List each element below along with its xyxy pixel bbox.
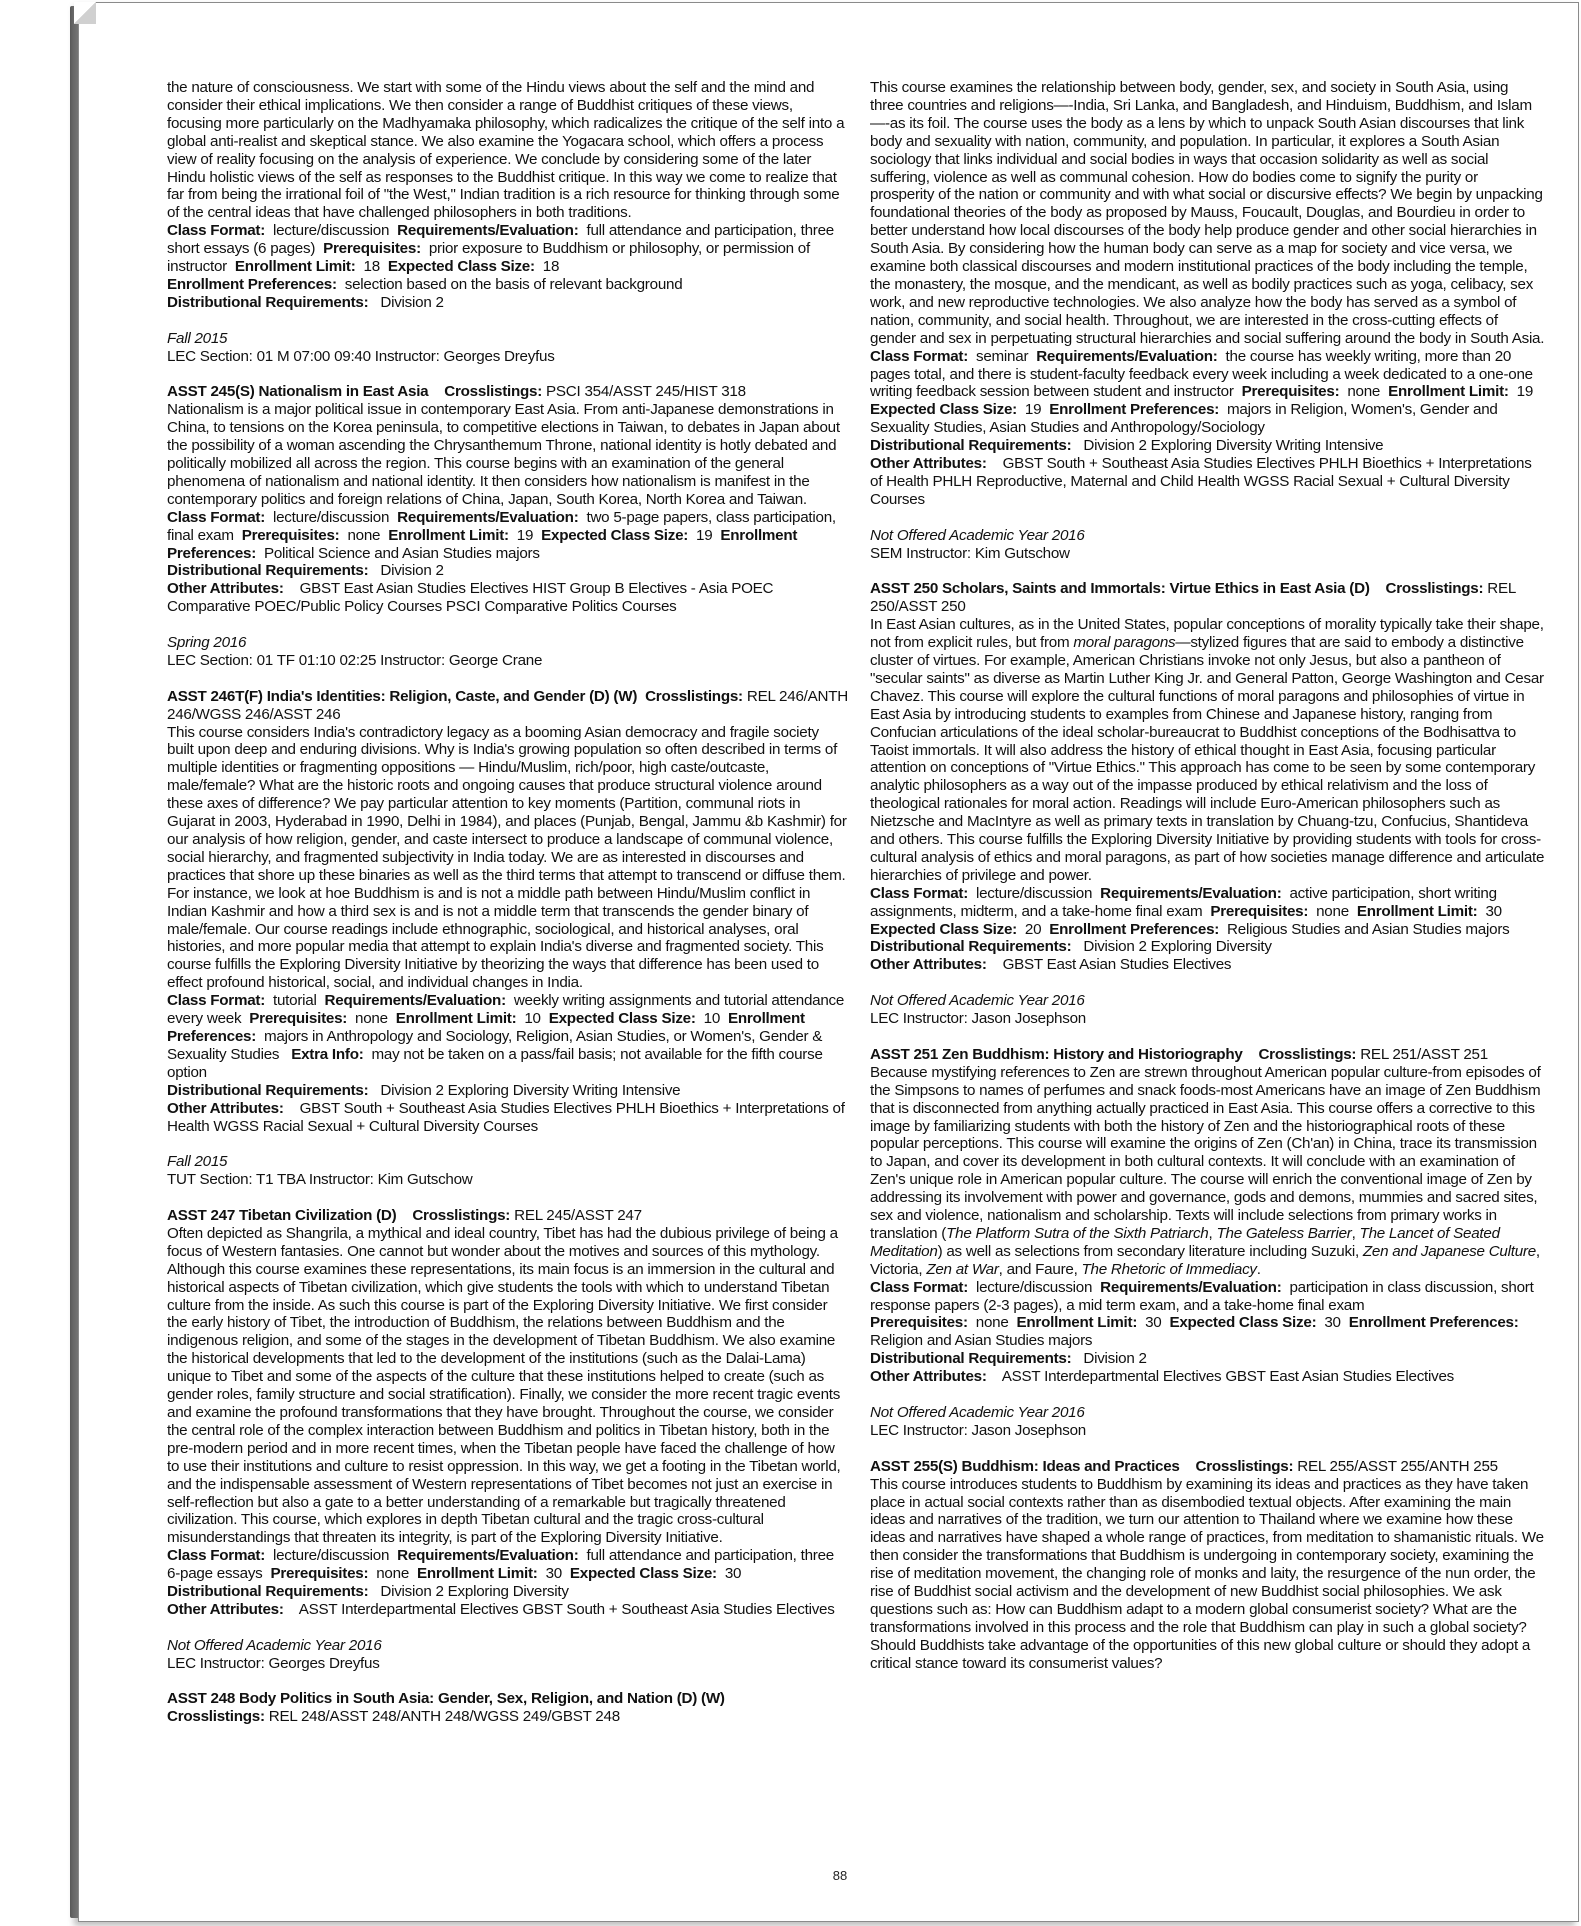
course-asst247: ASST 247 Tibetan Civilization (D) Crosslistings: REL 245/ASST 247 Often depicted as Shangrila, a mythical and ideal country, Tibet has had the dubious privilege of being a focus of Western fantasies. One cannot but wonder about the motives and sources of this mythology. Although this course examines these representations, its main focus is an immersion in the cultural and historical aspects of Tibetan civilization, which give students the tools with which to understand Tibetan culture from the inside. As such this course is part of the Exploring Diversity Initiative. We first consider the early history of Tibet, the introduction of Buddhism, the relations between Buddhism and the indigenous religion, and some of the stages in the development of Tibetan Buddhism. We also examine the historical developments that led to the development of the institutions (such as the Dalai-Lama) unique to Tibet and some of the aspects of the culture that these institutions helped to create (such as gender roles, family structure and social stratification). Finally, we consider the more recent tragic events and examine the profound transformations that they have brought. Throughout the course, we consider the central role of the complex interaction between Buddhism and politics in Tibetan history, both in the pre-modern period and in more recent times, when the Tibetan people have faced the challenge of how to use their institutions and culture to resist oppression. In this way, we get a footing in the Tibetan world, and the indispensable assessment of Western representations of Tibet becomes not just an exercise in self-reflection but also a gate to a better understanding of a remarkable but tragically threatened civilization. This course, which explores in depth Tibetan cultural and the tragic cross-cultural misunderstandings that threaten its integrity, is part of the Exploring Diversity Initiative. Class Format: lecture/discussion Requirements/Evaluation: full attendance and participation, three 6-page essays Prerequisites: none Enrollment Limit: 30 Expected Class Size: 30 Distributional Requirements: Division 2 Exploring Diversity Other Attributes: ASST Interdepartmental Electives GBST South + Southeast Asia Studies Electives — [167, 1207, 841, 1618]
course-asst248-continued: This course examines the relationship between body, gender, sex, and society in South Asia, using three countries and religions—-India, Sri Lanka, and Bangladesh, and Hinduism, Buddhism, and Islam—-as its foil. The course uses the body as a lens by which to unpack South Asian discourses that link body and sexuality with nation, community, and population. In particular, it explores a South Asian sociology that links individual and social bodies in ways that occasion solidarity as well as social suffering, violence as well as communal cohesion. How do bodies come to signify the purity or prosperity of the nation or community and with what social or discursive effects? We begin by unpacking foundational theories of the body as proposed by Mauss, Foucault, Douglas, and Bourdieu in order to better understand how local discourses of the body help produce gender and other social hierarchies in South Asia. By considering how the human body can serve as a map for society and vice versa, we examine both classical discourses and modern institutional practices of the body including the temple, the monastery, the mosque, and the mendicant, as well as bodily practices such as yoga, celibacy, sex work, and new reproductive technologies. We also analyze how the body has served as a symbol of nation, community, and social health. Throughout, we are interested in the cross-cutting effects of gender and sex in perpetuating structural hierarchies and social suffering around the body in South Asia. Class Format: seminar Requirements/Evaluation: the course has weekly writing, more than 20 pages total, and there is student-faculty feedback every week including a week dedicated to a one-one writing feedback session between student and instructor Prerequisites: none Enrollment Limit: 19 Expected Class Size: 19 Enrollment Preferences: majors in Religion, Women's, Gender and Sexuality Studies, Asian Studies and Anthropology/Sociology Distributional Requirements: Division 2 Exploring Diversity Writing Intensive Other Attributes: GBST South + Southeast Asia Studies Electives PHLH Bioethics + Interpretations of Health PHLH Reproductive, Maternal and Child Health WGSS Racial Sexual + Cultural Diversity Courses — [870, 79, 1545, 508]
term: Fall 2015 — [167, 1153, 228, 1171]
section-info: TUT Section: T1 TBA Instructor: Kim Gutschow — [167, 1171, 473, 1189]
course-asst248: ASST 248 Body Politics in South Asia: Gender, Sex, Religion, and Nation (D) (W) Crosslistings: REL 248/ASST 248/ANTH 248/WGSS 249/GBST 248 — [167, 1690, 725, 1726]
course-asst246: ASST 246T(F) India's Identities: Religion, Caste, and Gender (D) (W) Crosslistings: REL 246/ANTH 246/WGSS 246/ASST 246 This course considers India's contradictory legacy as a booming Asian democracy and fragile society built upon deep and enduring divisions. Why is India's growing population so often described in terms of multiple identities or fragmenting oppositions — Hindu/Muslim, rich/poor, high caste/outcaste, male/female? What are the historic roots and ongoing causes that produce structural violence around these axes of difference? We pay particular attention to key moments (Partition, communal riots in Gujarat in 2003, Hyderabad in 1990, Delhi in 1984), and places (Punjab, Bengal, Jammu &b Kashmir) for our analysis of how religion, gender, and caste intersect to produce a landscape of communal violence, social hierarchy, and fragmented subjectivity in India today. We are as interested in discourses and practices that shore up these binaries as well as the third terms that attempt to transcend or diffuse them. For instance, we look at hoe Buddhism is and is not a middle path between Hindu/Muslim conflict in Indian Kashmir and how a third sex is and is not a middle term that transcends the gender binary of male/female. Our course readings include ethnographic, sociological, and historical analyses, oral histories, and more popular media that attempt to explain India's diverse and fragmented society. This course fulfills the Exploring Diversity Initiative by theorizing the ways that difference has been used to effect profound historical, social, and individual changes in India. Class Format: tutorial Requirements/Evaluation: weekly writing assignments and tutorial attendance every week Prerequisites: none Enrollment Limit: 10 Expected Class Size: 10 Enrollment Preferences: majors in Anthropology and Sociology, Religion, Asian Studies, or Women's, Gender & Sexuality Studies Extra Info: may not be taken on a pass/fail basis; not available for the fifth course option Distributional Requirements: Division 2 Exploring Diversity Writing Intensive Other Attributes: GBST South + Southeast Asia Studies Electives PHLH Bioethics + Interpretations of Health WGSS Racial Sexual + Cultural Diversity Courses — [167, 687, 848, 1135]
section-info: LEC Section: 01 TF 01:10 02:25 Instructor: George Crane — [167, 651, 543, 669]
term: Not Offered Academic Year 2016 — [870, 1403, 1085, 1421]
term: Not Offered Academic Year 2016 — [870, 992, 1085, 1010]
page-number: 88 — [832, 1868, 848, 1883]
course-description: Because mystifying references to Zen are strewn throughout American popular culture-from episodes of the Simpsons to names of perfumes and snack foods-most Americans have an image of Zen Buddhism that is disconnected from anything actually practiced in East Asia. This course offers a corrective to this image by familiarizing students with both the history of Zen and the historiographical roots of these popular perceptions. This course will examine the origins of Zen (Ch'an) in China, trace its transmission to Japan, and cover its development in both cultural contexts. It will conclude with an examination of Zen's unique role in American popular culture. The course will enrich the conventional image of Zen by addressing its involvement with power and governance, gods and demons, mummies and sacred sites, sex and violence, nationalism and scholarship. Texts will include selections from primary works in translation (The Platform Sutra of the Sixth Patriarch, The Gateless Barrier, The Lancet of Seated Meditation) as well as selections from secondary literature including Suzuki, Zen and Japanese Culture, Victoria, Zen at War, and Faure, The Rhetoric of Immediacy. — [870, 1063, 1541, 1278]
section-info: SEM Instructor: Kim Gutschow — [870, 544, 1070, 562]
section-info: LEC Instructor: Jason Josephson — [870, 1010, 1086, 1028]
section-info: LEC Section: 01 M 07:00 09:40 Instructor: Georges Dreyfus — [167, 347, 555, 365]
course-title: ASST 248 Body Politics in South Asia: Gender, Sex, Religion, and Nation (D) (W) — [167, 1690, 725, 1708]
term: Not Offered Academic Year 2016 — [167, 1636, 382, 1654]
term: Spring 2016 — [167, 634, 247, 652]
course-asst251: ASST 251 Zen Buddhism: History and Historiography Crosslistings: REL 251/ASST 251 Because mystifying references to Zen are strewn throughout American popular culture-from episodes of the Simpsons to names of perfumes and snack foods-most Americans have an image of Zen Buddhism that is disconnected from anything actually practiced in East Asia. This course offers a corrective to this image by familiarizing students with both the history of Zen and the historiographical roots of these popular perceptions. This course will examine the origins of Zen (Ch'an) in China, trace its transmission to Japan, and cover its development in both cultural contexts. It will conclude with an examination of Zen's unique role in American popular culture. The course will enrich the conventional image of Zen by addressing its involvement with power and governance, gods and demons, mummies and sacred sites, sex and violence, nationalism and scholarship. Texts will include selections from primary works in translation (The Platform Sutra of the Sixth Patriarch, The Gateless Barrier, The Lancet of Seated Meditation) as well as selections from secondary literature including Suzuki, Zen and Japanese Culture, Victoria, Zen at War, and Faure, The Rhetoric of Immediacy. Class Format: lecture/discussion Requirements/Evaluation: participation in class discussion, short response papers (2-3 pages), a mid term exam, and a take-home final exam Prerequisites: none Enrollment Limit: 30 Expected Class Size: 30 Enrollment Preferences: Religion and Asian Studies majors Distributional Requirements: Division 2 Other Attributes: ASST Interdepartmental Electives GBST East Asian Studies Electives — [870, 1045, 1541, 1386]
course-title: ASST 245(S) Nationalism in East Asia — [167, 383, 429, 401]
section-info: LEC Instructor: Georges Dreyfus — [167, 1654, 380, 1672]
right-column — [870, 79, 1545, 1673]
course-title: ASST 251 Zen Buddhism: History and Historiography — [870, 1045, 1243, 1063]
section-info: LEC Instructor: Jason Josephson — [870, 1421, 1086, 1439]
left-column — [167, 79, 848, 1726]
term: Fall 2015 — [167, 329, 228, 347]
course-title: ASST 255(S) Buddhism: Ideas and Practices — [870, 1457, 1180, 1475]
course-description: Often depicted as Shangrila, a mythical and ideal country, Tibet has had the dubious privilege of being a focus of Western fantasies. One cannot but wonder about the motives and sources of this mythology. Although this course examines these representations, its main focus is an immersion in the cultural and historical aspects of Tibetan civilization, which give students the tools with which to understand Tibetan culture from the inside. As such this course is part of the Exploring Diversity Initiative. We first consider the early history of Tibet, the introduction of Buddhism, the relations between Buddhism and the indigenous religion, and some of the stages in the development of Tibetan Buddhism. We also examine the historical developments that led to the development of the institutions (such as the Dalai-Lama) unique to Tibet and some of the aspects of the culture that these institutions helped to create (such as gender roles, family structure and social stratification). Finally, we consider the more recent tragic events and examine the profound transformations that they have brought. Throughout the course, we consider the central role of the complex interaction between Buddhism and politics in Tibetan history, both in the pre-modern period and in more recent times, when the Tibetan people have faced the challenge of how to use their institutions and culture to resist oppression. In this way, we get a footing in the Tibetan world, and the indispensable assessment of Western representations of Tibet becomes not just an exercise in self-reflection but also a gate to a better understanding of a remarkable but tragically threatened civilization. This course, which explores in depth Tibetan cultural and the tragic cross-cultural misunderstandings that threaten its integrity, is part of the Exploring Diversity Initiative. — [167, 1224, 841, 1547]
course-description: This course introduces students to Buddhism by examining its ideas and practices as they have taken place in actual social contexts rather than as disembodied textual objects. After examining the main ideas and narratives of the tradition, we turn our attention to Thailand where we examine how these ideas and narratives have shaped a whole range of practices, from meditation to shamanistic rituals. We then consider the transformations that Buddhism is undergoing in contemporary society, examining the rise of meditation movement, the changing role of monks and laity, the resurgence of the nun order, the rise of Buddhist social activism and the development of new Buddhist social philosophies. We ask questions such as: How can Buddhism adapt to a modern global consumerist society? What are the transformations involved in this process and the role that Buddhism can play in such a global society? Should Buddhists take advantage of the opportunities of this new global culture or should they adopt a critical stance toward its consumerist values? — [870, 1475, 1544, 1672]
course-description: This course considers India's contradictory legacy as a booming Asian democracy and fragile society built upon deep and enduring divisions. Why is India's growing population so often described in terms of multiple identities or fragmenting oppositions — Hindu/Muslim, rich/poor, high caste/outcaste, male/female? What are the historic roots and ongoing causes that produce structural violence around these axes of difference? We pay particular attention to key moments (Partition, communal riots in Gujarat in 2003, Hyderabad in 1990, Delhi in 1984), and places (Punjab, Bengal, Jammu &b Kashmir) for our analysis of how religion, gender, and caste intersect to produce a landscape of communal violence, social hierarchy, and fragmented subjectivity in India today. We are as interested in discourses and practices that shore up these binaries as well as the third terms that attempt to transcend or diffuse them. For instance, we look at hoe Buddhism is and is not a middle path between Hindu/Muslim conflict in Indian Kashmir and how a third sex is and is not a middle term that transcends the gender binary of male/female. Our course readings include ethnographic, sociological, and historical analyses, oral histories, and more popular media that attempt to explain India's diverse and fragmented society. This course fulfills the Exploring Diversity Initiative by theorizing the ways that difference has been used to effect profound historical, social, and individual changes in India. — [167, 723, 847, 992]
course-asst250: ASST 250 Scholars, Saints and Immortals: Virtue Ethics in East Asia (D) Crosslistings: REL 250/ASST 250 In East Asian cultures, as in the United States, popular conceptions of morality typically take their shape, not from explicit rules, but from moral paragons—stylized figures that are said to embody a distinctive cluster of virtues. For example, American Christians invoke not only Jesus, but also a pantheon of "secular saints" as diverse as Martin Luther King Jr. and General Patton, George Washington and Cesar Chavez. This course will explore the cultural functions of moral paragons and philosophies of virtue in East Asia by introducing students to examples from Chinese and Japanese history, ranging from Confucian articulations of the ideal scholar-bureaucrat to Buddhist conceptions of the Bodhisattva to Taoist immortals. It will also address the history of ethical thought in East Asia, focusing particular attention on conceptions of "Virtue Ethics." This approach has come to be seen by some contemporary analytic philosophers as a way out of the impasse produced by ethical relativism and the loss of theological rationales for moral action. Readings will include Euro-American philosophers such as Nietzsche and MacIntyre as well as primary texts in translation by Chuang-tzu, Confucius, Shantideva and others. This course fulfills the Exploring Diversity Initiative by providing students with tools for cross-cultural analysis of ethics and moral paragons, as part of how societies manage difference and articulate hierarchies of privilege and power. Class Format: lecture/discussion Requirements/Evaluation: active participation, short writing assignments, midterm, and a take-home final exam Prerequisites: none Enrollment Limit: 30 Expected Class Size: 20 Enrollment Preferences: Religious Studies and Asian Studies majors Distributional Requirements: Division 2 Exploring Diversity Other Attributes: GBST East Asian Studies Electives — [870, 580, 1545, 974]
course-description: This course examines the relationship between body, gender, sex, and society in South Asia, using three countries and religions—-India, Sri Lanka, and Bangladesh, and Hinduism, Buddhism, and Islam—-as its foil. The course uses the body as a lens by which to unpack South Asian discourses that link body and sexuality with nation, community, and population. In particular, it explores a South Asian sociology that links individual and social bodies in ways that occasion solidarity as well as social suffering, violence as well as communal cohesion. How do bodies come to signify the purity or prosperity of the nation or community and with what social or discursive effects? We begin by unpacking foundational theories of the body as proposed by Mauss, Foucault, Douglas, and Bourdieu in order to better understand how local discourses of the body help produce gender and other social hierarchies in South Asia. By considering how the human body can serve as a map for society and vice versa, we examine both classical discourses and modern institutional practices of the body including the temple, the monastery, the mosque, and the mendicant, as well as bodily practices such as yoga, celibacy, sex work, and new reproductive technologies. We also analyze how the body has served as a symbol of nation, community, and social health. Throughout, we are interested in the cross-cutting effects of gender and sex in perpetuating structural hierarchies and social suffering around the body in South Asia. — [870, 79, 1545, 347]
course-title: ASST 246T(F) India's Identities: Religion, Caste, and Gender (D) (W) — [167, 687, 638, 705]
course-title: ASST 247 Tibetan Civilization (D) — [167, 1207, 397, 1224]
course-description: Nationalism is a major political issue in contemporary East Asia. From anti-Japanese demonstrations in China, to tensions on the Korea peninsula, to competitive elections in Taiwan, to debates in Japan about the possibility of a woman ascending the Chrysanthemum Throne, national identity is hotly debated and politically mobilized all across the region. This course begins with an examination of the general phenomena of nationalism and national identity. It then considers how nationalism is manifest in the contemporary politics and foreign relations of China, Japan, South Korea, North Korea and Taiwan. — [167, 401, 840, 508]
page-corner-fold — [74, 2, 96, 24]
term: Not Offered Academic Year 2016 — [870, 526, 1085, 544]
intro-details: Class Format: lecture/discussion Requirements/Evaluation: full attendance and participation, three short essays (6 pages) Prerequisites: prior exposure to Buddhism or philosophy, or permission of instructor Enrollment Limit: 18 Expected Class Size: 18 Enrollment Preferences: selection based on the basis of relevant background Distributional Requirements: Division 2 — [167, 222, 834, 311]
course-description: In East Asian cultures, as in the United States, popular conceptions of morality typically take their shape, not from explicit rules, but from moral paragons—stylized figures that are said to embody a distinctive cluster of virtues. For example, American Christians invoke not only Jesus, but also a pantheon of "secular saints" as diverse as Martin Luther King Jr. and General Patton, George Washington and Cesar Chavez. This course will explore the cultural functions of moral paragons and philosophies of virtue in East Asia by introducing students to examples from Chinese and Japanese history, ranging from Confucian articulations of the ideal scholar-bureaucrat to Buddhist conceptions of the Bodhisattva to Taoist immortals. It will also address the history of ethical thought in East Asia, focusing particular attention on conceptions of "Virtue Ethics." This approach has come to be seen by some contemporary analytic philosophers as a way out of the impasse produced by ethical relativism and the loss of theological rationales for moral action. Readings will include Euro-American philosophers such as Nietzsche and MacIntyre as well as primary texts in translation by Chuang-tzu, Confucius, Shantideva and others. This course fulfills the Exploring Diversity Initiative by providing students with tools for cross-cultural analysis of ethics and moral paragons, as part of how societies manage difference and articulate hierarchies of privilege and power. — [870, 616, 1545, 884]
course-asst255: ASST 255(S) Buddhism: Ideas and Practices Crosslistings: REL 255/ASST 255/ANTH 255 This course introduces students to Buddhism by examining its ideas and practices as they have taken place in actual social contexts rather than as disembodied textual objects. After examining the main ideas and narratives of the tradition, we turn our attention to Thailand where we examine how these ideas and narratives have shaped a whole range of practices, from meditation to shamanistic rituals. We then consider the transformations that Buddhism is undergoing in contemporary society, examining the rise of meditation movement, the changing role of monks and laity, the resurgence of the nun order, the rise of Buddhist social activism and the development of new Buddhist social philosophies. We ask questions such as: How can Buddhism adapt to a modern global consumerist society? What are the transformations involved in this process and the role that Buddhism can play in such a global society? Should Buddhists take advantage of the opportunities of this new global culture or should they adopt a critical stance toward its consumerist values? — [870, 1457, 1544, 1672]
course-title: ASST 250 Scholars, Saints and Immortals: Virtue Ethics in East Asia (D) — [870, 580, 1370, 598]
course-asst245: ASST 245(S) Nationalism in East Asia Crosslistings: PSCI 354/ASST 245/HIST 318 Nationalism is a major political issue in contemporary East Asia. From anti-Japanese demonstrations in China, to tensions on the Korea peninsula, to competitive elections in Taiwan, to debates in Japan about the possibility of a woman ascending the Chrysanthemum Throne, national identity is hotly debated and politically mobilized all across the region. This course begins with an examination of the general phenomena of nationalism and national identity. It then considers how nationalism is manifest in the contemporary politics and foreign relations of China, Japan, South Korea, North Korea and Taiwan. Class Format: lecture/discussion Requirements/Evaluation: two 5-page papers, class participation, final exam Prerequisites: none Enrollment Limit: 19 Expected Class Size: 19 Enrollment Preferences: Political Science and Asian Studies majors Distributional Requirements: Division 2 Other Attributes: GBST East Asian Studies Electives HIST Group B Electives - Asia POEC Comparative POEC/Public Policy Courses PSCI Comparative Politics Courses — [167, 383, 840, 616]
intro-description: the nature of consciousness. We start with some of the Hindu views about the self and the mind and consider their ethical implications. We then consider a range of Buddhist critiques of these views, focusing more particularly on the Madhyamaka philosophy, which radicalizes the critique of the self into a global anti-realist and skeptical stance. We also examine the Yogacara school, which offers a process view of reality focusing on the analysis of experience. We conclude by considering some of the later Hindu holistic views of the self as responses to the Buddhist critique. In this way we come to realize that far from being the irrational foil of "the West," Indian tradition is a rich resource for thinking through some of the central ideas that have challenged philosophers in both traditions. — [167, 79, 845, 222]
